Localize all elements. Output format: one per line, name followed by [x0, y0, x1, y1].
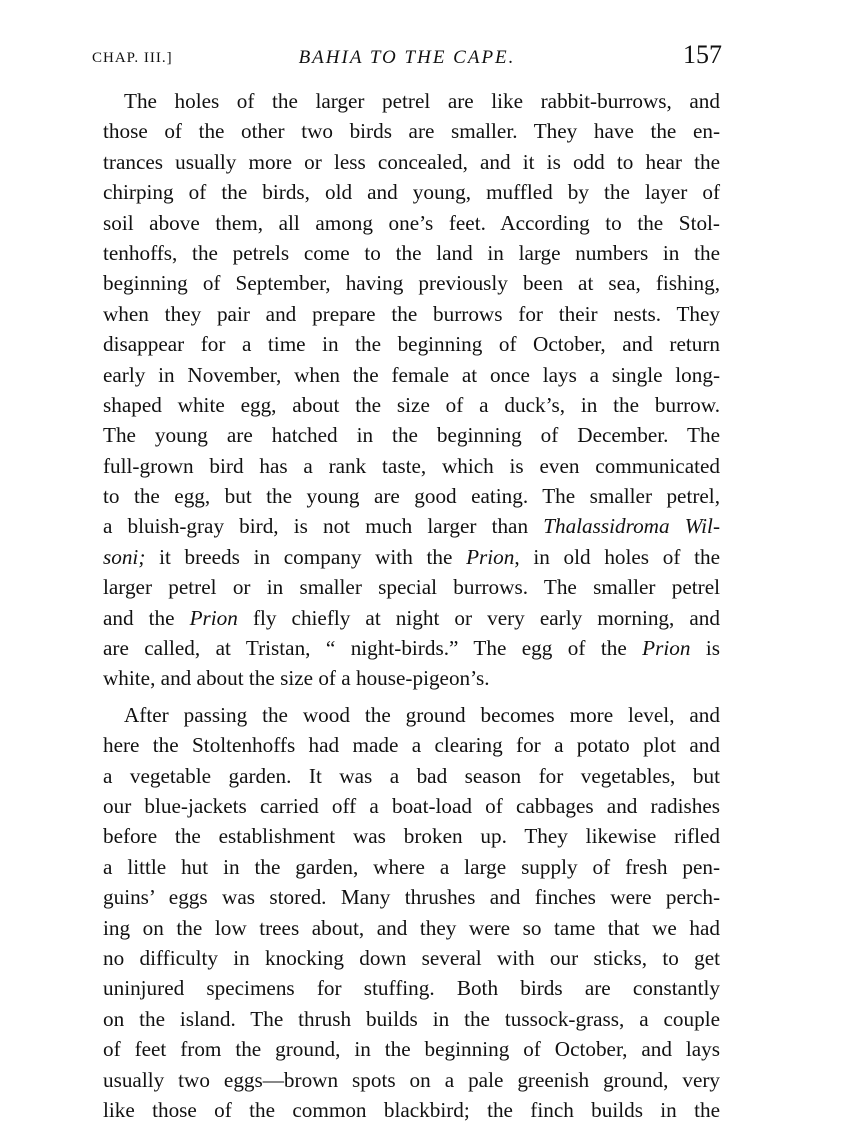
text-line: a vegetable garden. It was a bad season for vegetables, but [103, 763, 720, 788]
running-header [92, 40, 722, 80]
text-line: to the egg, but the young are good eating. The smaller petrel, [103, 484, 720, 509]
text-line: on the island. The thrush builds in the tussock-grass, a couple [103, 1006, 720, 1031]
text-line: here the Stoltenhoffs had made a clearing for a potato plot and [103, 733, 720, 758]
paragraph [103, 86, 720, 694]
page-body [103, 86, 720, 1125]
text-line: After passing the wood the ground becomes more level, and [124, 702, 720, 727]
text-line: are called, at Tristan, “ night-birds.” The egg of the Prion is [103, 636, 720, 661]
text-line: uninjured specimens for stuffing. Both birds are constantly [103, 976, 720, 1001]
text-line: chirping of the birds, old and young, muffled by the layer of [103, 180, 720, 205]
text-line: those of the other two birds are smaller. They have the en- [103, 119, 720, 144]
text-line: a little hut in the garden, where a large supply of fresh pen- [103, 854, 720, 879]
text-line: usually two eggs—brown spots on a pale greenish ground, very [103, 1067, 720, 1092]
text-line: The young are hatched in the beginning of December. The [103, 423, 720, 448]
text-line: our blue-jackets carried off a boat-load of cabbages and radishes [103, 793, 720, 818]
text-line: and the Prion fly chiefly at night or very early morning, and [103, 605, 720, 630]
text-line: full-grown bird has a rank taste, which is even communicated [103, 453, 720, 478]
text-line: before the establishment was broken up. They likewise rifled [103, 824, 720, 849]
page-number: 157 [683, 40, 722, 69]
text-line: guins’ eggs was stored. Many thrushes and finches were perch- [103, 885, 720, 910]
text-line: like those of the common blackbird; the finch builds in the [103, 1097, 720, 1122]
text-line: a bluish-gray bird, is not much larger than Thalassidroma Wil- [103, 514, 720, 539]
text-line: The holes of the larger petrel are like rabbit-burrows, and [124, 89, 720, 113]
chapter-label: CHAP. III.] [92, 50, 173, 66]
text-line: white, and about the size of a house-pigeon’s. [103, 666, 490, 691]
text-line: ing on the low trees about, and they were so tame that we had [103, 915, 720, 940]
text-line: larger petrel or in smaller special burrows. The smaller petrel [103, 575, 720, 600]
text-line: soni; it breeds in company with the Prion, in old holes of the [103, 544, 721, 569]
text-line: soil above them, all among one’s feet. According to the Stol- [103, 210, 720, 235]
text-line: disappear for a time in the beginning of October, and return [103, 332, 720, 357]
text-line: trances usually more or less concealed, and it is odd to hear the [103, 149, 720, 174]
text-line: early in November, when the female at once lays a single long- [103, 362, 720, 387]
running-title: BAHIA TO THE CAPE. [298, 47, 516, 68]
text-line: tenhoffs, the petrels come to the land in large numbers in the [103, 240, 720, 265]
paragraph [103, 700, 720, 1125]
text-line: when they pair and prepare the burrows for their nests. They [103, 301, 720, 326]
text-line: of feet from the ground, in the beginning of October, and lays [103, 1037, 720, 1062]
text-line: no difficulty in knocking down several with our sticks, to get [103, 945, 720, 970]
text-line: beginning of September, having previously been at sea, fishing, [103, 271, 720, 296]
text-line: shaped white egg, about the size of a duck’s, in the burrow. [103, 392, 720, 417]
